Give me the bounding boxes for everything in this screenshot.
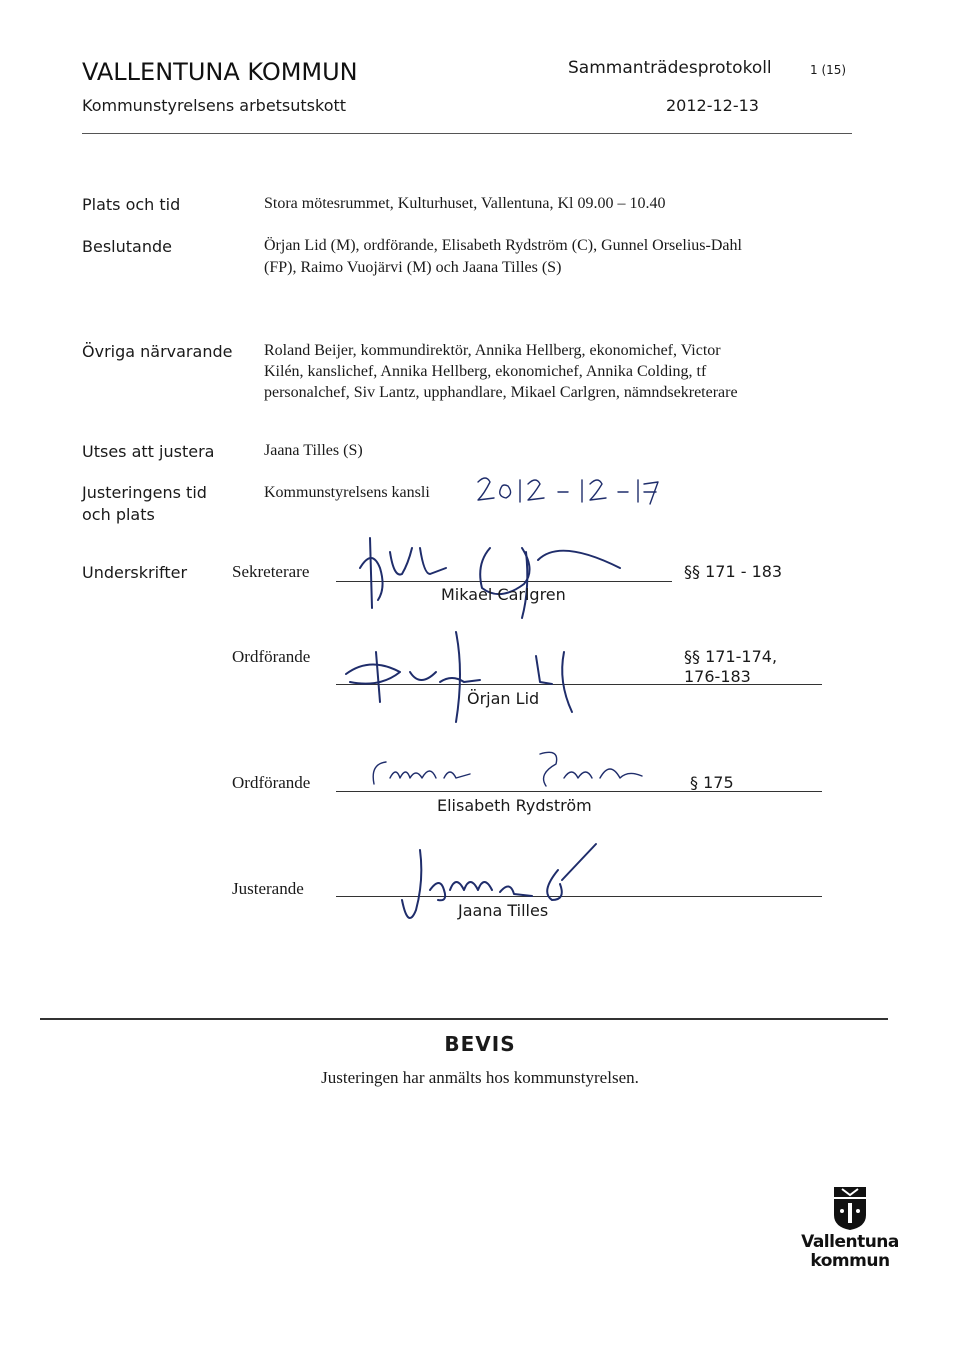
adjuster-label: Utses att justera [82,442,215,461]
secretary-role: Sekreterare [232,562,310,581]
secretary-paragraphs: §§ 171 - 183 [684,562,783,581]
adjust-time-label-2: och plats [82,505,155,524]
adjuster-role: Justerande [232,879,304,898]
bevis-divider [40,1018,888,1020]
signatures-label: Underskrifter [82,563,188,582]
chair-name: Örjan Lid [467,689,540,708]
others-label: Övriga närvarande [82,342,233,361]
meeting-date: 2012-12-13 [666,96,759,115]
adjuster-name: Jaana Tilles [458,901,549,920]
deciding-line-2: (FP), Raimo Vuojärvi (M) och Jaana Tilles (S) [264,259,562,276]
adjuster-signature [390,840,610,940]
vice-chair-role: Ordförande [232,773,311,792]
adjust-time-label-1: Justeringens tid [82,483,207,502]
deciding-label: Beslutande [82,237,172,256]
place-value: Stora mötesrummet, Kulturhuset, Vallentuna, Kl 09.00 – 10.40 [264,195,666,212]
adjuster-value: Jaana Tilles (S) [264,442,363,459]
adjust-time-value: Kommunstyrelsens kansli [264,484,430,501]
committee-name: Kommunstyrelsens arbetsutskott [82,96,347,115]
page-indicator: 1 (15) [810,63,847,77]
document-type: Sammanträdesprotokoll [568,58,772,78]
bevis-title: BEVIS [444,1032,516,1056]
coat-of-arms-icon [832,1185,868,1231]
chair-paragraphs-2: 176-183 [684,667,751,686]
deciding-line-1: Örjan Lid (M), ordförande, Elisabeth Rydström (C), Gunnel Orselius-Dahl [264,237,742,254]
secretary-name: Mikael Carlgren [441,585,566,604]
municipality-logo [800,1185,900,1271]
handwritten-adjustment-date [470,472,660,512]
vice-chair-name: Elisabeth Rydström [437,796,592,815]
bevis-text: Justeringen har anmälts hos kommunstyrelsen. [321,1068,639,1087]
organization-name: VALLENTUNA KOMMUN [82,58,358,86]
chair-paragraphs-1: §§ 171-174, [684,647,778,666]
place-label: Plats och tid [82,195,181,214]
chair-signature [340,612,590,732]
others-line-2: Kilén, kanslichef, Annika Hellberg, ekonomichef, Annika Colding, tf [264,363,707,380]
others-line-3: personalchef, Siv Lantz, upphandlare, Mikael Carlgren, nämndsekreterare [264,384,738,401]
vice-chair-signature [360,744,660,804]
vice-chair-paragraphs: § 175 [690,773,734,792]
secretary-signature [350,508,640,628]
header-divider [82,133,852,134]
logo-text-line-2: kommun [810,1251,890,1271]
logo-text-line-1: Vallentuna [801,1232,899,1252]
chair-role: Ordförande [232,647,311,666]
others-line-1: Roland Beijer, kommundirektör, Annika Hellberg, ekonomichef, Victor [264,342,721,359]
